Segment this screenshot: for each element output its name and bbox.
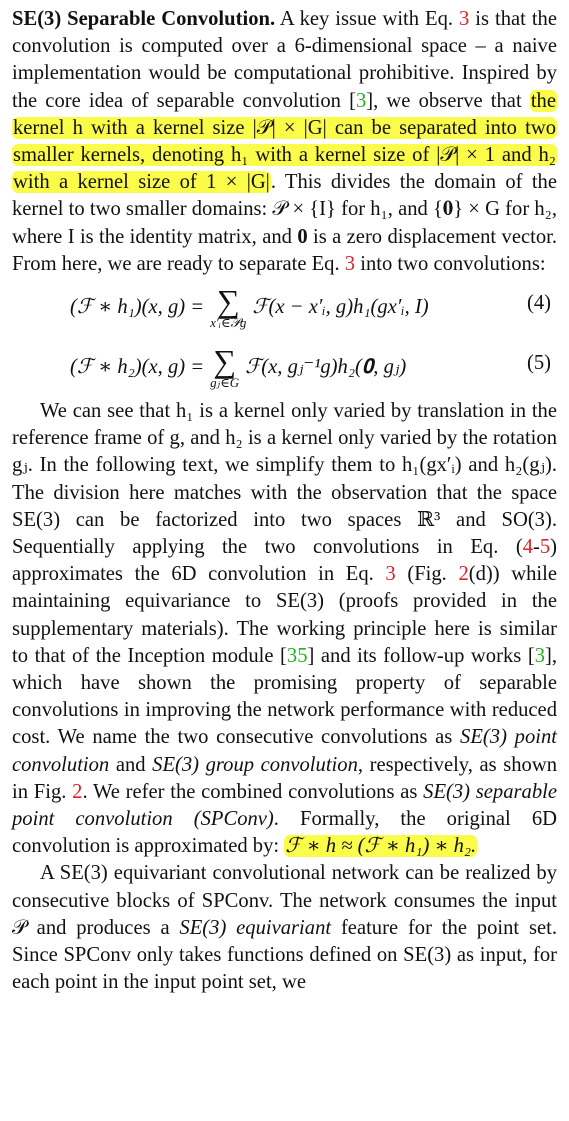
- highlight-kernel-separation: the kernel h with a kernel size |𝒫| × |G| can be separated into two smaller kernels, denoting h₁ with a kernel size of |𝒫| × 1 and h₂ with a kernel size of 1 × |G|: [13, 89, 556, 194]
- text: A key issue with Eq.: [275, 8, 460, 30]
- text: . Formally, the original 6D convolution is approximated by:: [12, 808, 557, 858]
- text: ], we observe that: [366, 89, 530, 112]
- text: (d)) while maintaining equivariance to SE(3) (proofs provided in the supplementary materials). The working principle here is similar to that of the Inception module [: [12, 563, 557, 667]
- paragraph-network: [12, 860, 557, 996]
- text: We can see that h₁ is a kernel only varied by translation in the reference frame of g, and h₂ is a kernel only varied by the rotation gⱼ. In the following text, we simplify them to h₁(gx′ᵢ) and h₂(gⱼ). The division here matches with the observation that the space SE(3) can be factorized into two spaces ℝ³ and SO(3). Sequentially applying the two convolutions in Eq. (: [12, 400, 557, 559]
- eq4-number: (4): [526, 292, 551, 315]
- summation-icon: ∑ gⱼ∈G: [210, 343, 240, 391]
- ref-eq5[interactable]: 5: [539, 536, 551, 559]
- text: A SE(3) equivariant convolutional network can be realized by consecutive blocks of SPConv. The network consumes the input 𝒫 and produces a: [12, 862, 557, 939]
- equation-5: [12, 338, 557, 398]
- cite-35[interactable]: 35: [286, 644, 308, 667]
- eq5-sum-sub: gⱼ∈G: [210, 375, 240, 391]
- ref-eq3-c[interactable]: 3: [385, 563, 396, 586]
- text: ] and its follow-up works [: [307, 644, 535, 667]
- term-group-convolution: SE(3) group convolution: [152, 753, 358, 776]
- section-heading: SE(3) Separable Convolution.: [12, 8, 276, 30]
- text: into two convolutions:: [355, 252, 546, 275]
- summation-icon: ∑ x′ᵢ∈𝒫g: [210, 283, 247, 331]
- text: is a zero displacement vector. From here, we are ready to separate Eq.: [12, 225, 557, 275]
- term-spconv: SE(3) separable point convolution (SPConv): [12, 780, 557, 831]
- cite-3-b[interactable]: 3: [534, 644, 545, 667]
- ref-eq4[interactable]: 4: [522, 536, 533, 559]
- highlight-approximation: ℱ ∗ h ≈ (ℱ ∗ h₁) ∗ h₂.: [285, 835, 477, 858]
- eq5-rhs: ℱ(x, gⱼ⁻¹g)h₂(𝟎, gⱼ): [245, 356, 407, 379]
- text: . This divides the domain of the kernel to two smaller domains: 𝒫 × {I} for h₁, and {𝟎} × G for h₂, where I is the identity matrix, and: [12, 171, 557, 248]
- bold-zero: 0: [297, 225, 308, 248]
- text: (Fig.: [395, 563, 459, 586]
- eq4-sum-sub: x′ᵢ∈𝒫g: [210, 315, 247, 331]
- text: ], which have shown the promising property of separable convolutions in improving the network performance with reduced cost. We name the two consecutive convolutions as: [12, 644, 557, 749]
- text: -: [532, 536, 540, 559]
- text: ) approximates the 6D convolution in Eq.: [12, 536, 557, 586]
- ref-fig2-b[interactable]: 2: [72, 780, 83, 803]
- ref-eq3[interactable]: 3: [459, 8, 470, 30]
- text: . We refer the combined convolutions as: [82, 780, 424, 803]
- text: feature for the point set. Since SPConv only takes functions defined on SE(3) as input, for each point in the input point set, we: [12, 916, 557, 994]
- text: and: [109, 753, 153, 776]
- eq4-rhs: ℱ(x − x′ᵢ, g)h₁(gx′ᵢ, I): [252, 296, 429, 319]
- equation-4: [12, 278, 557, 338]
- eq4-lhs: (ℱ ∗ h₁)(x, g) =: [70, 296, 205, 319]
- ref-fig2[interactable]: 2: [458, 563, 469, 586]
- paragraph-kernel-division: [12, 398, 557, 860]
- paragraph-se3-separable: [12, 6, 557, 278]
- eq5-lhs: (ℱ ∗ h₂)(x, g) =: [70, 356, 205, 379]
- cite-3[interactable]: 3: [355, 89, 367, 112]
- ref-eq3-b[interactable]: 3: [344, 252, 356, 275]
- term-point-convolution: SE(3) point convolution: [12, 726, 557, 776]
- eq5-number: (5): [526, 352, 551, 375]
- text: , respectively, as shown in Fig.: [12, 753, 558, 803]
- term-se3-equivariant: SE(3) equivariant: [179, 916, 332, 939]
- text: is that the convolution is computed over a 6-dimensional space – a naive implementation would be computational prohibitive. Inspired by the core idea of separable convolution [: [12, 8, 557, 112]
